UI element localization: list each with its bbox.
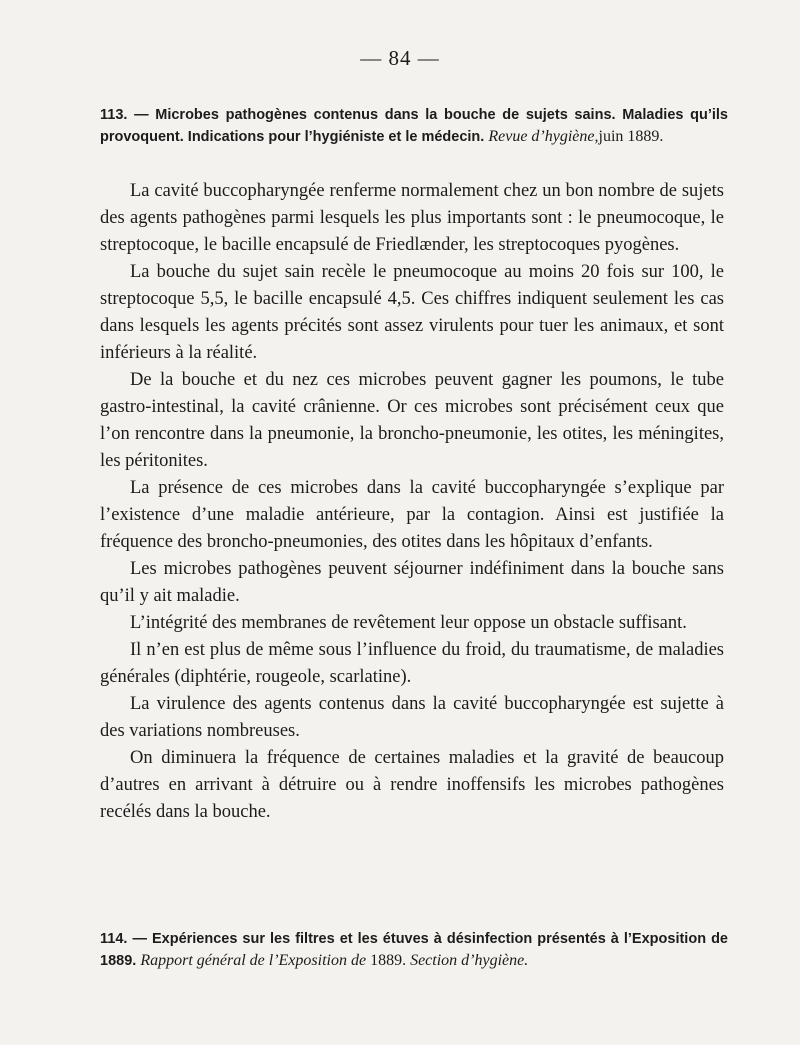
paragraph: La virulence des agents contenus dans la cavité buccopharyngée est sujette à des variations nombreuses. — [100, 694, 724, 741]
paragraph: Il n’en est plus de même sous l’influence du froid, du traumatisme, de maladies générales (diphtérie, rougeole, scarlatine). — [100, 640, 724, 687]
source-date: juin 1889. — [598, 128, 664, 145]
bibliography-entry-114 — [100, 928, 728, 972]
source-report: Rapport général de l’Exposition de — [140, 952, 367, 969]
paragraph: De la bouche et du nez ces microbes peuvent gagner les poumons, le tube gastro-intestinal, la cavité crânienne. Or ces microbes sont précisément ceux que l’on rencontre dans la pneumonie, la broncho-pneumonie, les otites, les méningites, les péritonites. — [100, 370, 724, 471]
page-number: — 84 — — [360, 46, 440, 70]
paragraph: Les microbes pathogènes peuvent séjourner indéfiniment dans la bouche sans qu’il y ait maladie. — [100, 559, 724, 606]
abstract-body — [100, 178, 724, 826]
source-section: Section d’hygiène. — [410, 952, 529, 969]
entry-source — [488, 128, 663, 145]
source-journal: Revue d’hygiène, — [488, 128, 599, 145]
entry-source — [140, 952, 528, 969]
paragraph: La bouche du sujet sain recèle le pneumocoque au moins 20 fois sur 100, le streptocoque 5,5, le bacille encapsulé 4,5. Ces chiffres indiquent seulement les cas dans lesquels les agents précités sont assez virulents pour tuer les animaux, et sont inférieurs à la réalité. — [100, 262, 724, 363]
entry-number: 114. — [100, 931, 128, 947]
bibliography-entry-113 — [100, 104, 728, 148]
entry-number: 113. — [100, 107, 128, 123]
source-year: 1889. — [370, 952, 407, 969]
paragraph: La présence de ces microbes dans la cavité buccopharyngée s’explique par l’existence d’une maladie antérieure, par la contagion. Ainsi est justifiée la fréquence des broncho-pneumonies, des otites dans les hôpitaux d’enfants. — [100, 478, 724, 552]
entry-title: — Expériences sur les filtres et les étuves à désinfection présentés à l’Exposition de 1889. — [100, 931, 728, 969]
paragraph: On diminuera la fréquence de certaines maladies et la gravité de beaucoup d’autres en arrivant à détruire ou à rendre inoffensifs les microbes pathogènes recélés dans la bouche. — [100, 748, 724, 822]
entry-title: — Microbes pathogènes contenus dans la bouche de sujets sains. Maladies qu’ils provoquent. Indications pour l’hygiéniste et le médecin. — [100, 107, 728, 145]
paragraph: L’intégrité des membranes de revêtement leur oppose un obstacle suffisant. — [130, 613, 687, 633]
paragraph: La cavité buccopharyngée renferme normalement chez un bon nombre de sujets des agents pathogènes parmi lesquels les plus importants sont : le pneumocoque, le streptocoque, le bacille encapsulé de Friedlænder, les streptocoques pyogènes. — [100, 181, 724, 255]
